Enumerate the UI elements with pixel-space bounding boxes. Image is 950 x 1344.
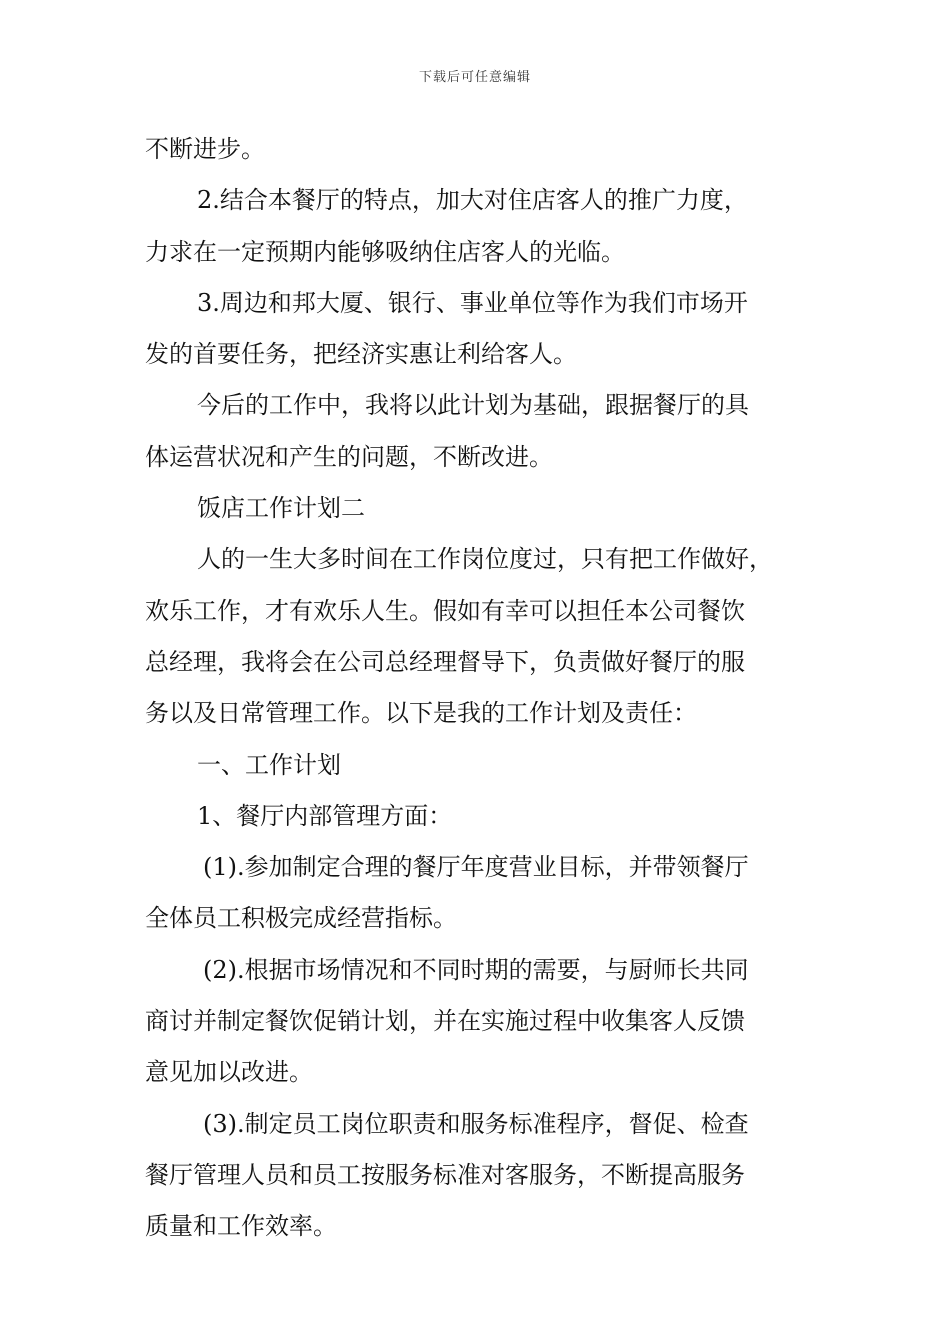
list-item-1: (1).参加制定合理的餐厅年度营业目标，并带领餐厅 xyxy=(203,853,749,882)
text-line: 全体员工积极完成经营指标。 xyxy=(145,904,457,933)
document-body xyxy=(145,124,815,1253)
text-line: 意见加以改进。 xyxy=(145,1058,313,1087)
list-item-2: (2).根据市场情况和不同时期的需要，与厨师长共同 xyxy=(203,955,749,984)
list-item-3: (3).制定员工岗位职责和服务标准程序，督促、检查 xyxy=(203,1109,749,1138)
text-line: 餐厅管理人员和员工按服务标准对客服务，不断提高服务 xyxy=(145,1160,745,1189)
list-item-2: 2.结合本餐厅的特点，加大对住店客人的推广力度， xyxy=(197,186,748,215)
text-line: 总经理，我将会在公司总经理督导下，负责做好餐厅的服 xyxy=(145,647,745,676)
text-line: 欢乐工作，才有欢乐人生。假如有幸可以担任本公司餐饮 xyxy=(145,596,745,625)
text-line: 务以及日常管理工作。以下是我的工作计划及责任： xyxy=(145,699,697,728)
section-title: 饭店工作计划二 xyxy=(197,494,365,523)
text-line: 发的首要任务，把经济实惠让利给客人。 xyxy=(145,340,577,369)
subheading-internal-management: 1、餐厅内部管理方面： xyxy=(197,801,453,830)
list-item-3: 3.周边和邦大厦、银行、事业单位等作为我们市场开 xyxy=(197,288,748,317)
text-line: 商讨并制定餐饮促销计划，并在实施过程中收集客人反馈 xyxy=(145,1007,745,1036)
text-line: 力求在一定预期内能够吸纳住店客人的光临。 xyxy=(145,237,625,266)
heading-work-plan: 一、工作计划 xyxy=(197,750,341,779)
text-line: 质量和工作效率。 xyxy=(145,1212,337,1241)
page-header-note: 下载后可任意编辑 xyxy=(418,70,531,85)
paragraph-start: 人的一生大多时间在工作岗位度过，只有把工作做好， xyxy=(197,545,773,574)
paragraph-start: 今后的工作中，我将以此计划为基础，跟据餐厅的具 xyxy=(197,391,749,420)
text-line: 体运营状况和产生的问题，不断改进。 xyxy=(145,442,553,471)
text-line: 不断进步。 xyxy=(145,135,265,163)
